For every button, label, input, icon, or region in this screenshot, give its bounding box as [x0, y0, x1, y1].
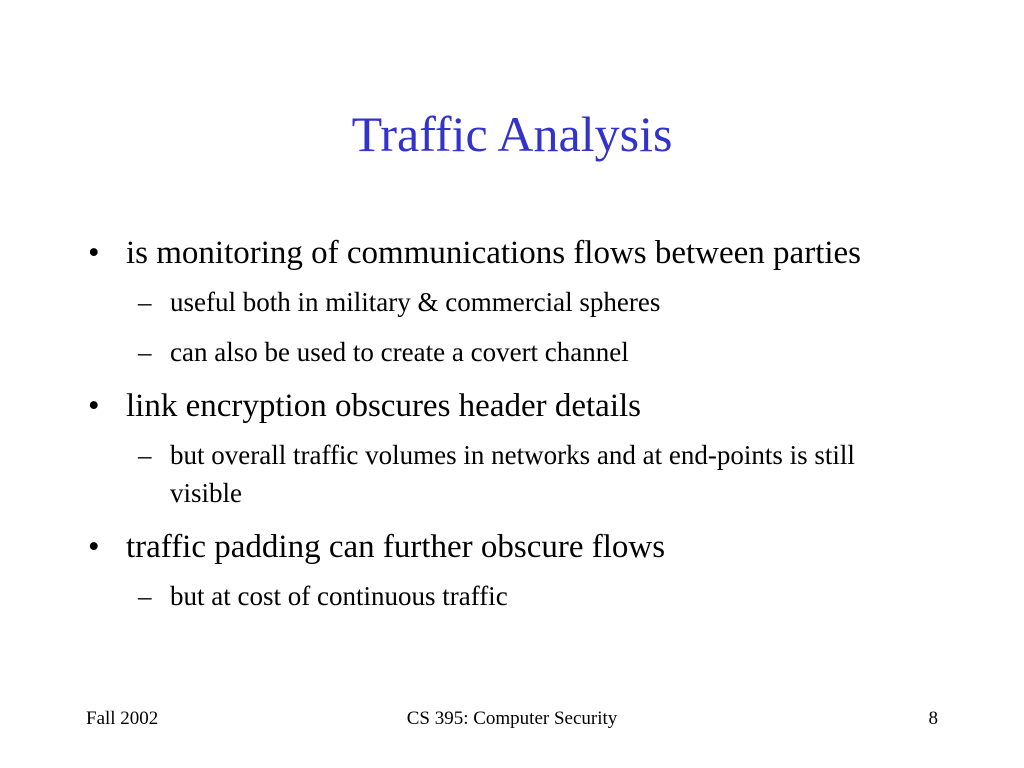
bullet-marker: • — [88, 235, 100, 271]
sub-bullet-marker: – — [138, 287, 152, 317]
footer-course: CS 395: Computer Security — [406, 708, 618, 729]
bullet-marker: • — [88, 388, 100, 424]
footer-page-number: 8 — [928, 708, 938, 729]
sub-bullet-marker: – — [138, 581, 152, 611]
sub-bullet-marker: – — [138, 337, 152, 367]
sub-bullet-text: can also be used to create a covert channel — [170, 337, 629, 367]
slide-title: Traffic Analysis — [351, 106, 673, 162]
bullet-list — [86, 230, 926, 627]
bullet-item — [86, 230, 926, 277]
bullet-marker: • — [88, 529, 100, 565]
sub-bullet-item — [130, 283, 926, 321]
sub-bullet-list — [86, 436, 926, 512]
sub-bullet-list — [86, 283, 926, 371]
sub-bullet-text: useful both in military & commercial spheres — [170, 287, 661, 317]
bullet-text: link encryption obscures header details — [126, 388, 641, 424]
bullet-item — [86, 383, 926, 430]
sub-bullet-text: but overall traffic volumes in networks and at end-points is still visible — [170, 440, 855, 508]
sub-bullet-text: but at cost of continuous traffic — [170, 581, 508, 611]
sub-bullet-item — [130, 333, 926, 371]
sub-bullet-list — [86, 577, 926, 615]
sub-bullet-marker: – — [138, 440, 152, 470]
bullet-item — [86, 524, 926, 571]
bullet-text: is monitoring of communications flows between parties — [126, 235, 862, 271]
sub-bullet-item — [130, 577, 926, 615]
sub-bullet-item — [130, 436, 926, 512]
footer-date: Fall 2002 — [86, 708, 159, 729]
bullet-text: traffic padding can further obscure flows — [126, 529, 666, 565]
